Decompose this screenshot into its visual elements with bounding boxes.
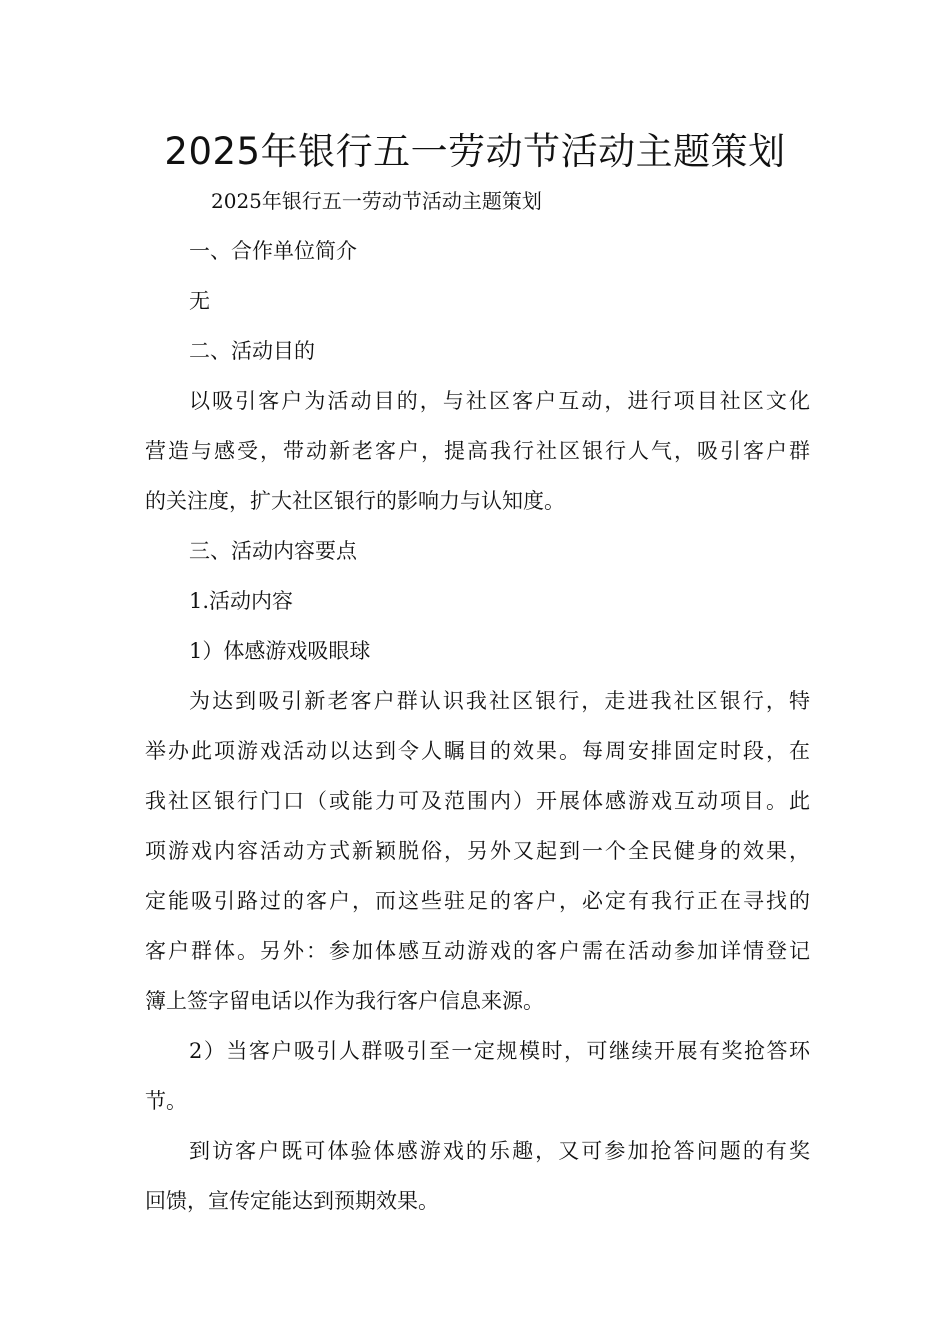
document-title: 2025年银行五一劳动节活动主题策划 [164,130,786,173]
paragraph-line: 举办此项游戏活动以达到令人瞩目的效果。每周安排固定时段，在 [145,739,810,763]
section-body-partners: 无 [189,289,210,313]
paragraph-line: 的关注度，扩大社区银行的影响力与认知度。 [145,489,565,513]
paragraph-line: 节。 [145,1089,187,1113]
paragraph-line: 为达到吸引新老客户群认识我社区银行，走进我社区银行，特 [189,689,810,713]
paragraph-line: 营造与感受，带动新老客户，提高我行社区银行人气，吸引客户群 [145,439,810,463]
paragraph-line: 到访客户既可体验体感游戏的乐趣，又可参加抢答问题的有奖 [189,1139,810,1163]
paragraph-line: 项游戏内容活动方式新颖脱俗，另外又起到一个全民健身的效果， [145,839,810,863]
paragraph-line: 定能吸引路过的客户，而这些驻足的客户，必定有我行正在寻找的 [145,889,810,913]
paragraph-line: 回馈，宣传定能达到预期效果。 [145,1189,439,1213]
subsection-heading: 1.活动内容 [189,589,294,613]
document-subtitle: 2025年银行五一劳动节活动主题策划 [211,189,542,213]
paragraph-line: 我社区银行门口（或能力可及范围内）开展体感游戏互动项目。此 [145,789,810,813]
paragraph-line: 簿上签字留电话以作为我行客户信息来源。 [145,989,544,1013]
section-heading-content: 三、活动内容要点 [189,539,357,563]
section-heading-partners: 一、合作单位简介 [189,239,357,263]
section-heading-purpose: 二、活动目的 [189,339,315,363]
paragraph-line: 2）当客户吸引人群吸引至一定规模时，可继续开展有奖抢答环 [189,1039,810,1063]
item-heading: 1）体感游戏吸眼球 [189,639,371,663]
paragraph-line: 客户群体。另外：参加体感互动游戏的客户需在活动参加详情登记 [145,939,810,963]
paragraph-line: 以吸引客户为活动目的，与社区客户互动，进行项目社区文化 [189,389,810,413]
